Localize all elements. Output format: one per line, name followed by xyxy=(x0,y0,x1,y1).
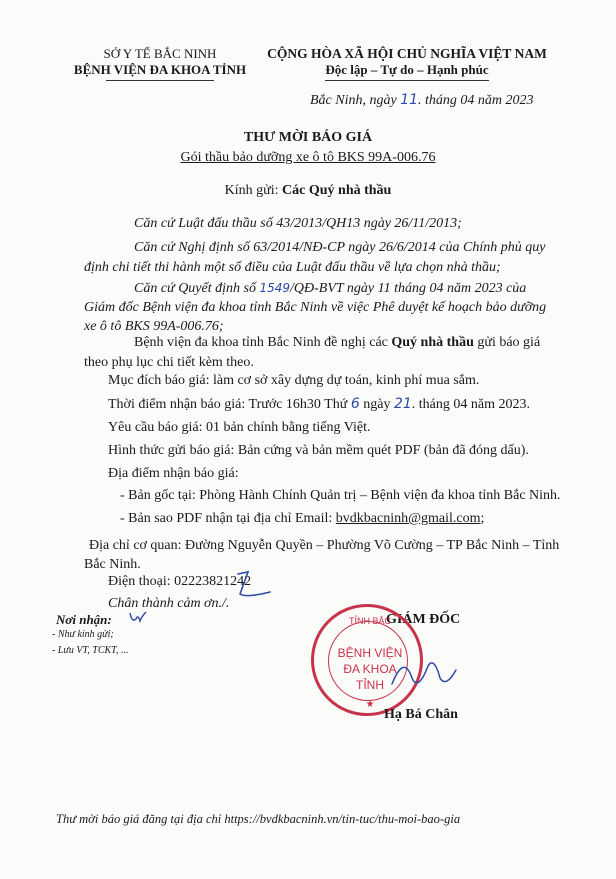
date-prefix: Bắc Ninh, ngày xyxy=(310,93,397,108)
phone-line: Điện thoại: 02223821242 xyxy=(108,574,252,589)
decision-prefix: Căn cứ Quyết định số xyxy=(134,281,256,296)
deadline-post: . tháng 04 năm 2023. xyxy=(411,397,531,412)
location-original: - Bản gốc tại: Phòng Hành Chính Quản trị – Bệnh viện đa khoa tỉnh Bắc Ninh. xyxy=(120,488,561,503)
deadline-mid: ngày xyxy=(363,397,391,412)
requirement-line: Yêu cầu báo giá: 01 bản chính bằng tiếng Việt. xyxy=(108,420,371,435)
greeting-recipient: Các Quý nhà thầu xyxy=(282,183,392,198)
location-label: Địa điểm nhận báo giá: xyxy=(108,466,239,481)
form-line: Hình thức gửi báo giá: Bản cứng và bản mềm quét PDF (bản đã đóng dấu). xyxy=(108,443,529,458)
legal-basis-decision xyxy=(84,279,549,336)
date-suffix: tháng 04 năm 2023 xyxy=(425,93,534,108)
deadline-day-handwritten: 21 xyxy=(393,396,412,412)
location-pdf-label: - Bản sao PDF nhận tại địa chỉ Email: xyxy=(120,511,336,526)
date-day-handwritten: 11 xyxy=(400,92,419,108)
recipient-item: - Lưu VT, TCKT, ... xyxy=(52,645,129,656)
signer-name: Hạ Bá Chân xyxy=(384,707,458,722)
purpose-line: Mục đích báo giá: làm cơ sở xây dựng dự toán, kinh phí mua sắm. xyxy=(108,373,480,388)
director-signature xyxy=(382,648,462,698)
request-post: gửi báo giá theo phụ lục chi tiết kèm theo. xyxy=(84,335,541,370)
seal-line-3: TỈNH xyxy=(356,678,384,692)
document-subtitle: Gói thầu bảo dưỡng xe ô tô BKS 99A-006.76 xyxy=(180,150,436,165)
legal-basis-law: Căn cứ Luật đấu thầu số 43/2013/QH13 ngày 26/11/2013; xyxy=(134,216,462,231)
greeting xyxy=(0,183,616,199)
greeting-label: Kính gửi: xyxy=(224,183,279,198)
seal-top-text: TỈNH BẮC xyxy=(348,616,391,626)
seal-line-2: ĐA KHOA xyxy=(343,662,397,676)
location-pdf xyxy=(120,511,484,527)
header-right-nation: CỘNG HÒA XÃ HỘI CHỦ NGHĨA VIỆT NAM xyxy=(267,46,547,61)
deadline-pre: Thời điểm nhận báo giá: Trước 16h30 Thứ xyxy=(108,397,348,412)
seal-star-icon: ★ xyxy=(365,699,375,710)
request-paragraph xyxy=(84,333,562,373)
footer-note: Thư mời báo giá đăng tại địa chỉ https://bvdkbacninh.vn/tin-tuc/thu-moi-bao-gia xyxy=(56,812,461,826)
recipient-check-mark xyxy=(128,610,150,626)
header-left-agency: SỞ Y TẾ BẮC NINH xyxy=(103,46,217,61)
closing-line: Chân thành cảm ơn./. xyxy=(108,596,230,611)
date-line: Bắc Ninh, ngày 11. tháng 04 năm 2023 xyxy=(310,92,534,108)
email-link[interactable]: bvdkbacninh@gmail.com xyxy=(335,511,481,526)
header-left-rule xyxy=(106,80,214,81)
legal-basis-decree: Căn cứ Nghị định số 63/2014/NĐ-CP ngày 26/6/2014 của Chính phủ quy định chi tiết thi hành một số điều của Luật đấu thầu về lựa chọn nhà thầu; xyxy=(84,240,546,275)
deadline-weekday-handwritten: 6 xyxy=(350,396,360,412)
header-left-hospital: BỆNH VIỆN ĐA KHOA TỈNH xyxy=(73,62,247,77)
document-title: THƯ MỜI BÁO GIÁ xyxy=(243,130,373,145)
decision-rest: /QĐ-BVT ngày 11 tháng 04 năm 2023 của Giám đốc Bệnh viện đa khoa tỉnh Bắc Ninh về việc Phê duyệt kế hoạch bảo dưỡng xe ô tô BKS 99A-006.76; xyxy=(84,281,547,334)
recipient-item: - Như kính gửi; xyxy=(52,629,114,640)
header-right-rule xyxy=(325,80,489,81)
email-suffix: ; xyxy=(480,511,485,526)
recipients-label-text: Nơi nhận: xyxy=(56,612,112,627)
recipients-label xyxy=(56,612,112,628)
address-paragraph: Địa chỉ cơ quan: Đường Nguyễn Quyền – Phường Võ Cường – TP Bắc Ninh – Tỉnh Bắc Ninh. xyxy=(84,538,560,572)
deadline-line xyxy=(108,396,530,413)
signer-position: GIÁM ĐỐC xyxy=(386,612,461,627)
seal-line-1: BỆNH VIỆN xyxy=(337,646,403,660)
initials-mark xyxy=(232,568,276,604)
header-right-motto: Độc lập – Tự do – Hạnh phúc xyxy=(325,62,489,77)
request-bold: Quý nhà thầu xyxy=(391,335,474,350)
decision-number-handwritten: 1549 xyxy=(259,281,290,295)
request-pre: Bệnh viện đa khoa tỉnh Bắc Ninh đề nghị các xyxy=(134,335,392,350)
